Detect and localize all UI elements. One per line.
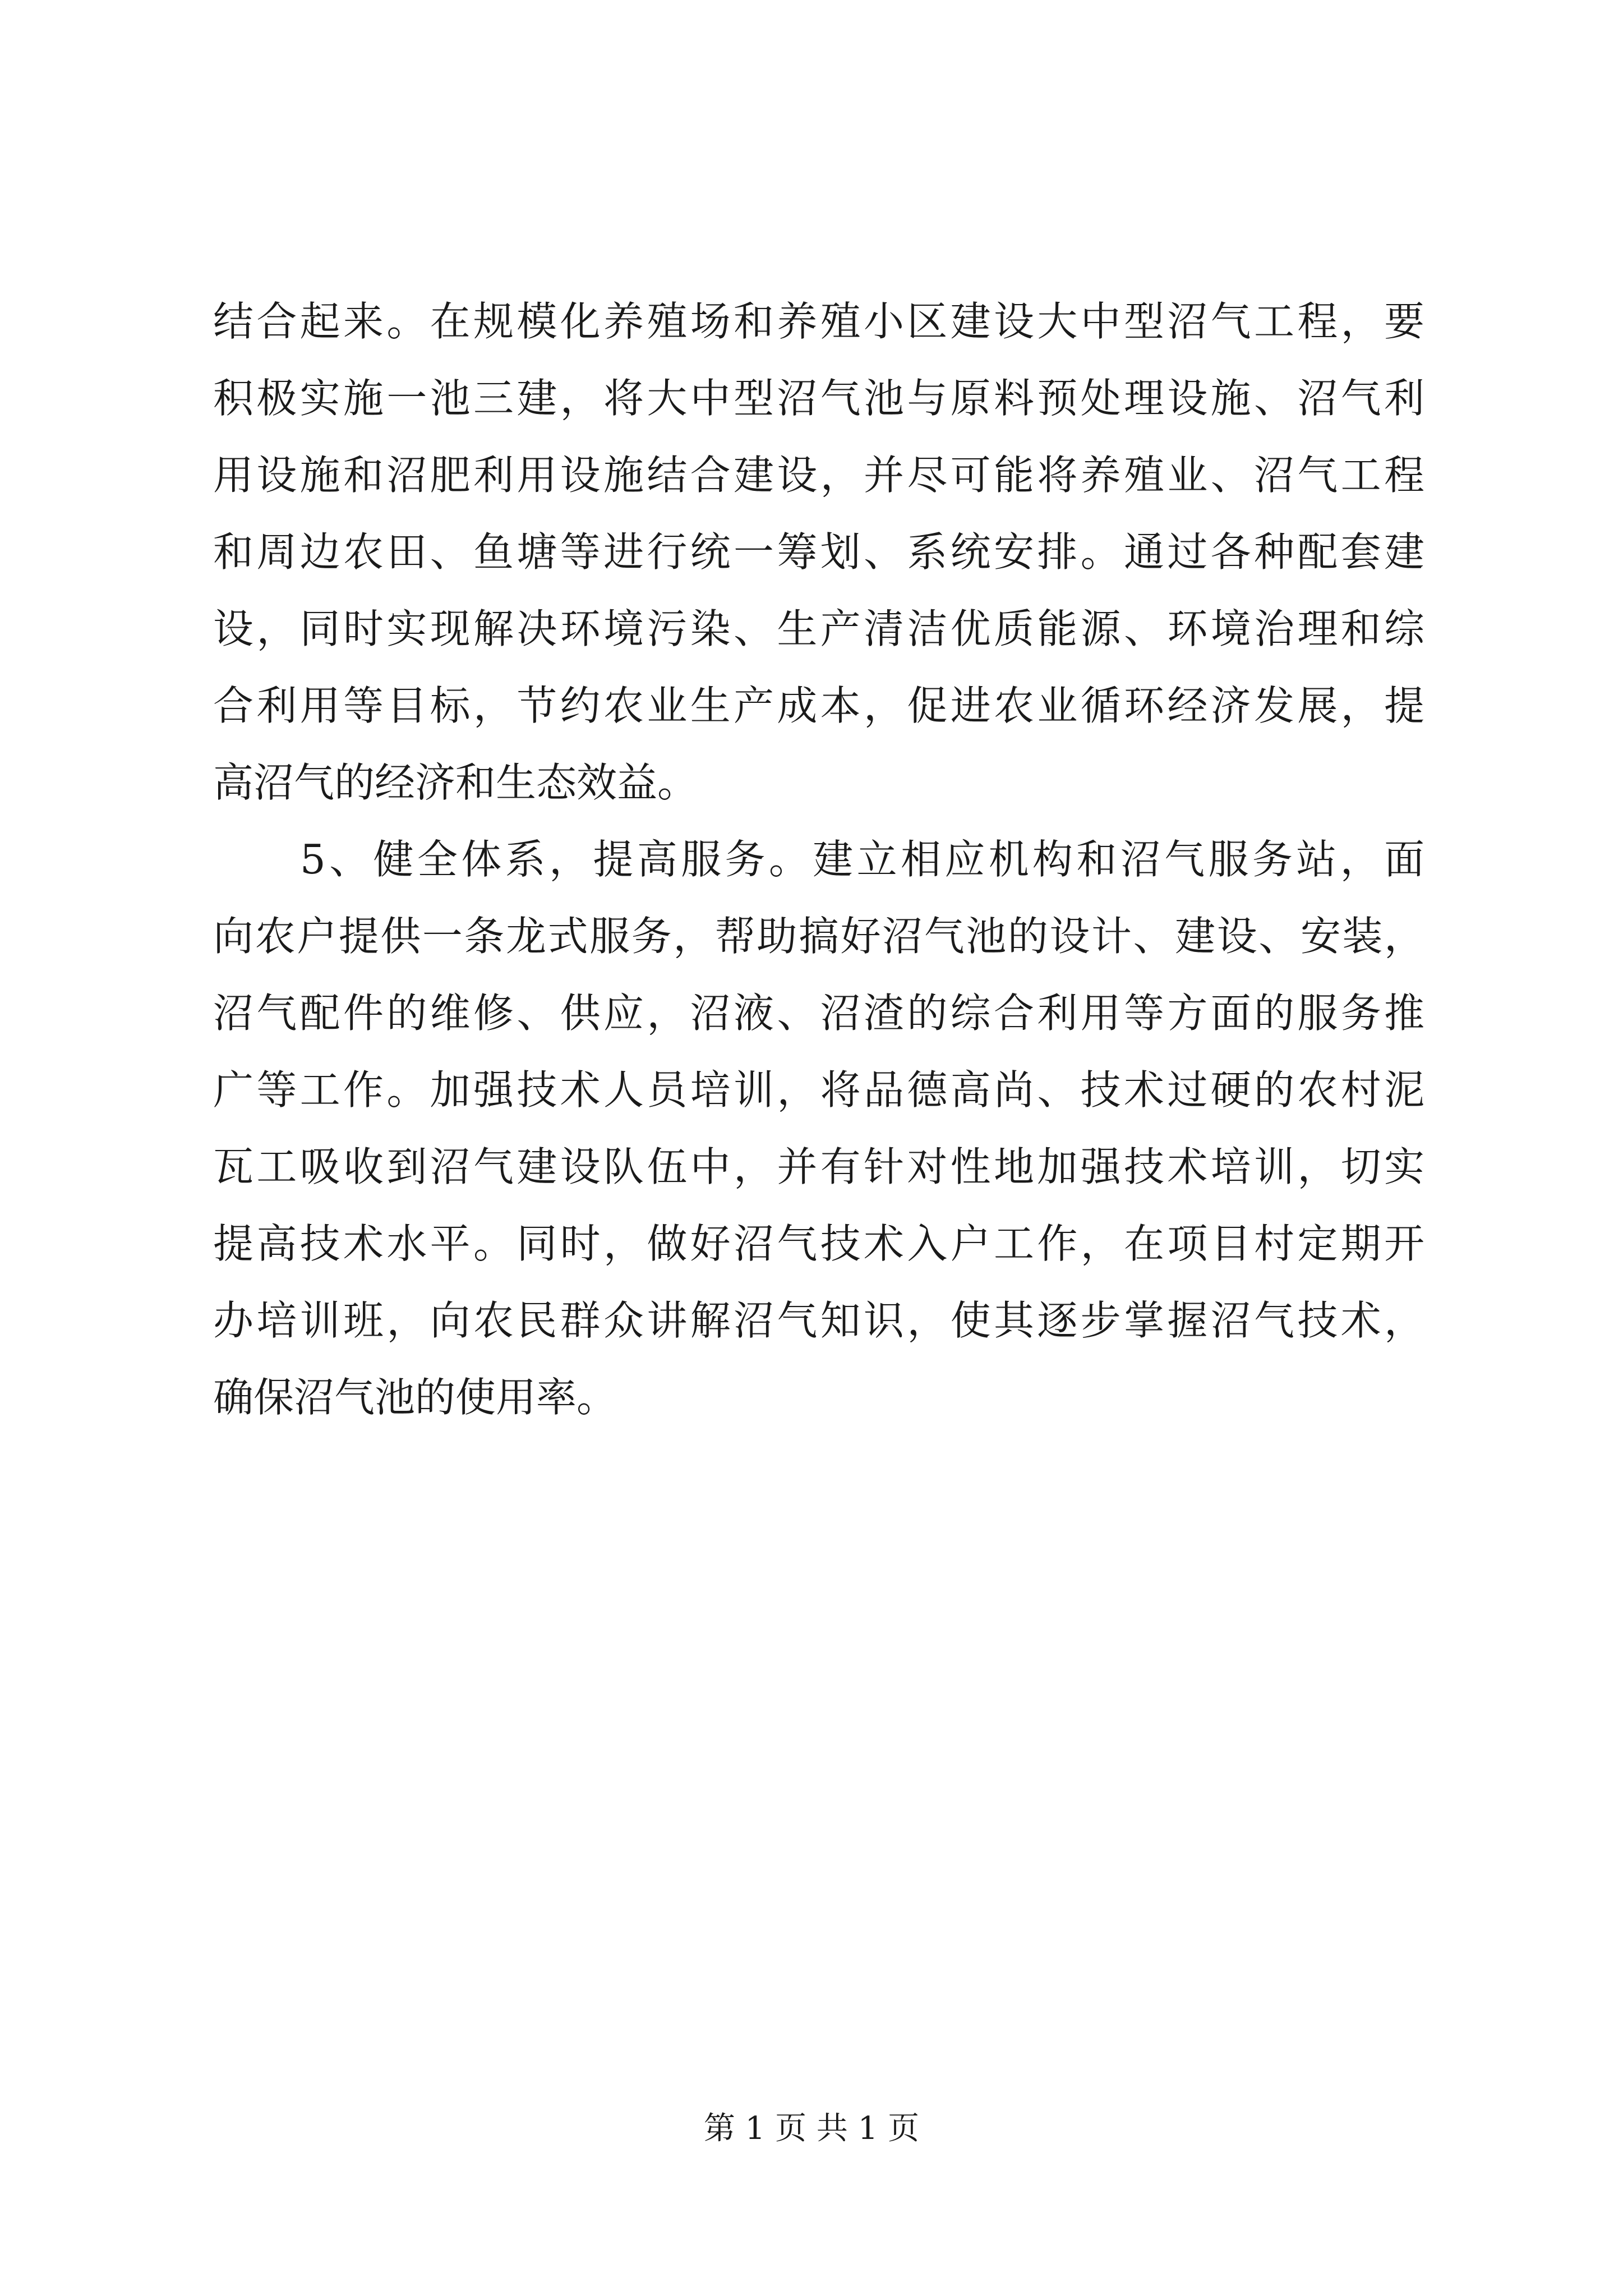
paragraph-1-line: 积极实施一池三建，将大中型沼气池与原料预处理设施、沼气利 <box>213 375 1424 422</box>
body-text <box>213 283 1424 1436</box>
paragraph-1-line: 用设施和沼肥利用设施结合建设，并尽可能将养殖业、沼气工程 <box>213 452 1424 499</box>
paragraph-2-line: 沼气配件的维修、供应，沼液、沼渣的综合利用等方面的服务推 <box>213 990 1424 1037</box>
paragraph-1-line: 结合起来。在规模化养殖场和养殖小区建设大中型沼气工程，要 <box>213 298 1424 345</box>
paragraph-1-line: 设，同时实现解决环境污染、生产清洁优质能源、环境治理和综 <box>213 605 1424 652</box>
paragraph-2-line: 广等工作。加强技术人员培训，将品德高尚、技术过硬的农村泥 <box>213 1066 1424 1114</box>
paragraph-2-line: 确保沼气池的使用率。 <box>213 1374 617 1421</box>
paragraph-1-line: 和周边农田、鱼塘等进行统一筹划、系统安排。通过各种配套建 <box>213 528 1424 576</box>
paragraph-1-line: 合利用等目标，节约农业生产成本，促进农业循环经济发展，提 <box>213 682 1424 729</box>
page-footer: 第 1 页 共 1 页 <box>703 2110 920 2147</box>
paragraph-2-line: 向农户提供一条龙式服务，帮助搞好沼气池的设计、建设、安装， <box>213 913 1424 960</box>
paragraph-2-line: 提高技术水平。同时，做好沼气技术入户工作，在项目村定期开 <box>213 1220 1424 1267</box>
paragraph-2-line: 办培训班，向农民群众讲解沼气知识，使其逐步掌握沼气技术， <box>213 1297 1424 1344</box>
paragraph-2-line: 瓦工吸收到沼气建设队伍中，并有针对性地加强技术培训，切实 <box>213 1143 1424 1190</box>
paragraph-1-line: 高沼气的经济和生态效益。 <box>213 759 698 806</box>
paragraph-2-line: 5、健全体系，提高服务。建立相应机构和沼气服务站，面 <box>300 836 1424 883</box>
